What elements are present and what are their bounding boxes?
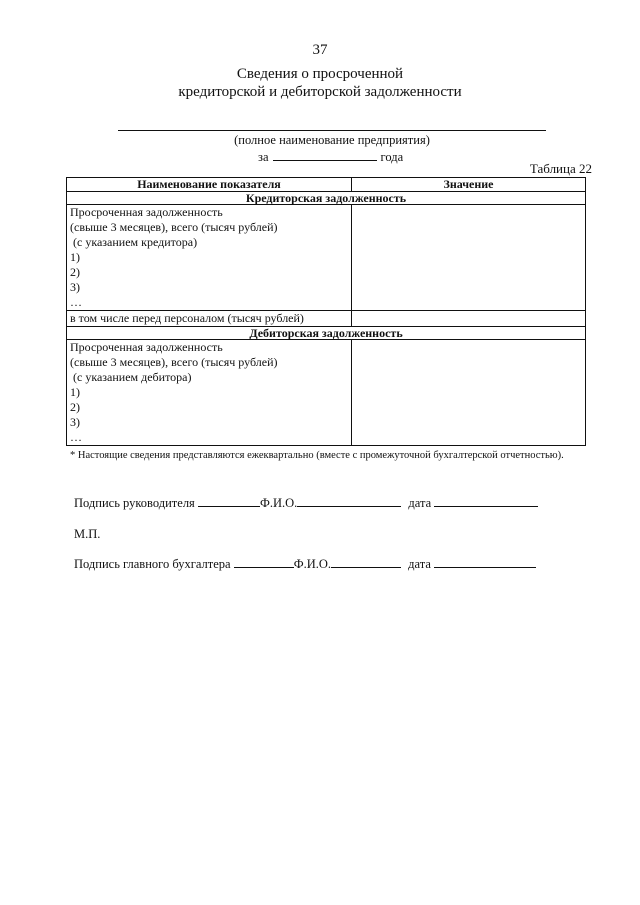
creditor-personnel-value-cell[interactable] xyxy=(352,311,586,327)
chief-date-blank[interactable] xyxy=(434,555,536,568)
creditor-line: (с указанием кредитора) xyxy=(70,235,198,249)
debtor-line: 3) xyxy=(70,415,80,429)
debtor-overdue-row xyxy=(67,340,586,446)
seal-place: М.П. xyxy=(74,527,101,541)
organization-name-blank[interactable] xyxy=(118,130,546,131)
head-date-label: дата xyxy=(408,496,432,510)
document-title-line-1: Сведения о просроченной xyxy=(236,66,404,82)
debtor-line: 2) xyxy=(70,400,80,414)
chief-fio-blank[interactable] xyxy=(331,555,401,568)
debtor-section-title: Дебиторская задолженность xyxy=(67,327,586,340)
header-indicator: Наименование показателя xyxy=(67,178,352,192)
creditor-line: 3) xyxy=(70,280,80,294)
creditor-section-title: Кредиторская задолженность xyxy=(67,192,586,205)
overdue-debt-table xyxy=(66,177,586,446)
creditor-line: (свыше 3 месяцев), всего (тысяч рублей) xyxy=(70,220,278,234)
organization-caption: (полное наименование предприятия) xyxy=(234,133,430,147)
chief-accountant-signature-line xyxy=(74,555,536,572)
creditor-personnel-row xyxy=(67,311,586,327)
creditor-line: Просроченная задолженность xyxy=(70,205,223,219)
creditor-line: … xyxy=(70,295,82,309)
debtor-line: 1) xyxy=(70,385,80,399)
period-line xyxy=(258,149,403,165)
table-header-row xyxy=(67,178,586,192)
creditor-line: 2) xyxy=(70,265,80,279)
debtor-overdue-description xyxy=(67,340,352,446)
creditor-overdue-row xyxy=(67,205,586,311)
head-fio-label: Ф.И.О. xyxy=(259,496,298,510)
creditor-overdue-value-cell[interactable] xyxy=(352,205,586,311)
head-signature-label: Подпись руководителя xyxy=(74,496,195,510)
chief-signature-blank[interactable] xyxy=(234,555,294,568)
debtor-line: (свыше 3 месяцев), всего (тысяч рублей) xyxy=(70,355,278,369)
debtor-line: … xyxy=(70,430,82,444)
page-number: 37 xyxy=(312,42,328,58)
creditor-line: 1) xyxy=(70,250,80,264)
creditor-section-row xyxy=(67,192,586,205)
debtor-line: (с указанием дебитора) xyxy=(70,370,192,384)
chief-signature-label: Подпись главного бухгалтера xyxy=(74,557,231,571)
debtor-overdue-value-cell[interactable] xyxy=(352,340,586,446)
head-date-blank[interactable] xyxy=(434,494,538,507)
header-value: Значение xyxy=(352,178,586,192)
period-suffix: года xyxy=(380,150,404,164)
debtor-section-row xyxy=(67,327,586,340)
head-signature-blank[interactable] xyxy=(198,494,260,507)
table-label: Таблица 22 xyxy=(529,161,592,176)
chief-fio-label: Ф.И.О. xyxy=(293,557,331,571)
footnote: * Настоящие сведения представляются ежеквартально (вместе с промежуточной бухгалтерской отчетностью). xyxy=(70,450,564,461)
debtor-line: Просроченная задолженность xyxy=(70,340,223,354)
chief-date-label: дата xyxy=(408,557,431,571)
head-fio-blank[interactable] xyxy=(297,494,401,507)
period-prefix: за xyxy=(258,150,269,164)
document-title-line-2: кредиторской и дебиторской задолженности xyxy=(178,84,462,100)
period-blank[interactable] xyxy=(273,149,377,161)
creditor-overdue-description xyxy=(67,205,352,311)
head-signature-line xyxy=(74,494,538,511)
creditor-personnel-label: в том числе перед персоналом (тысяч рублей) xyxy=(67,311,352,327)
